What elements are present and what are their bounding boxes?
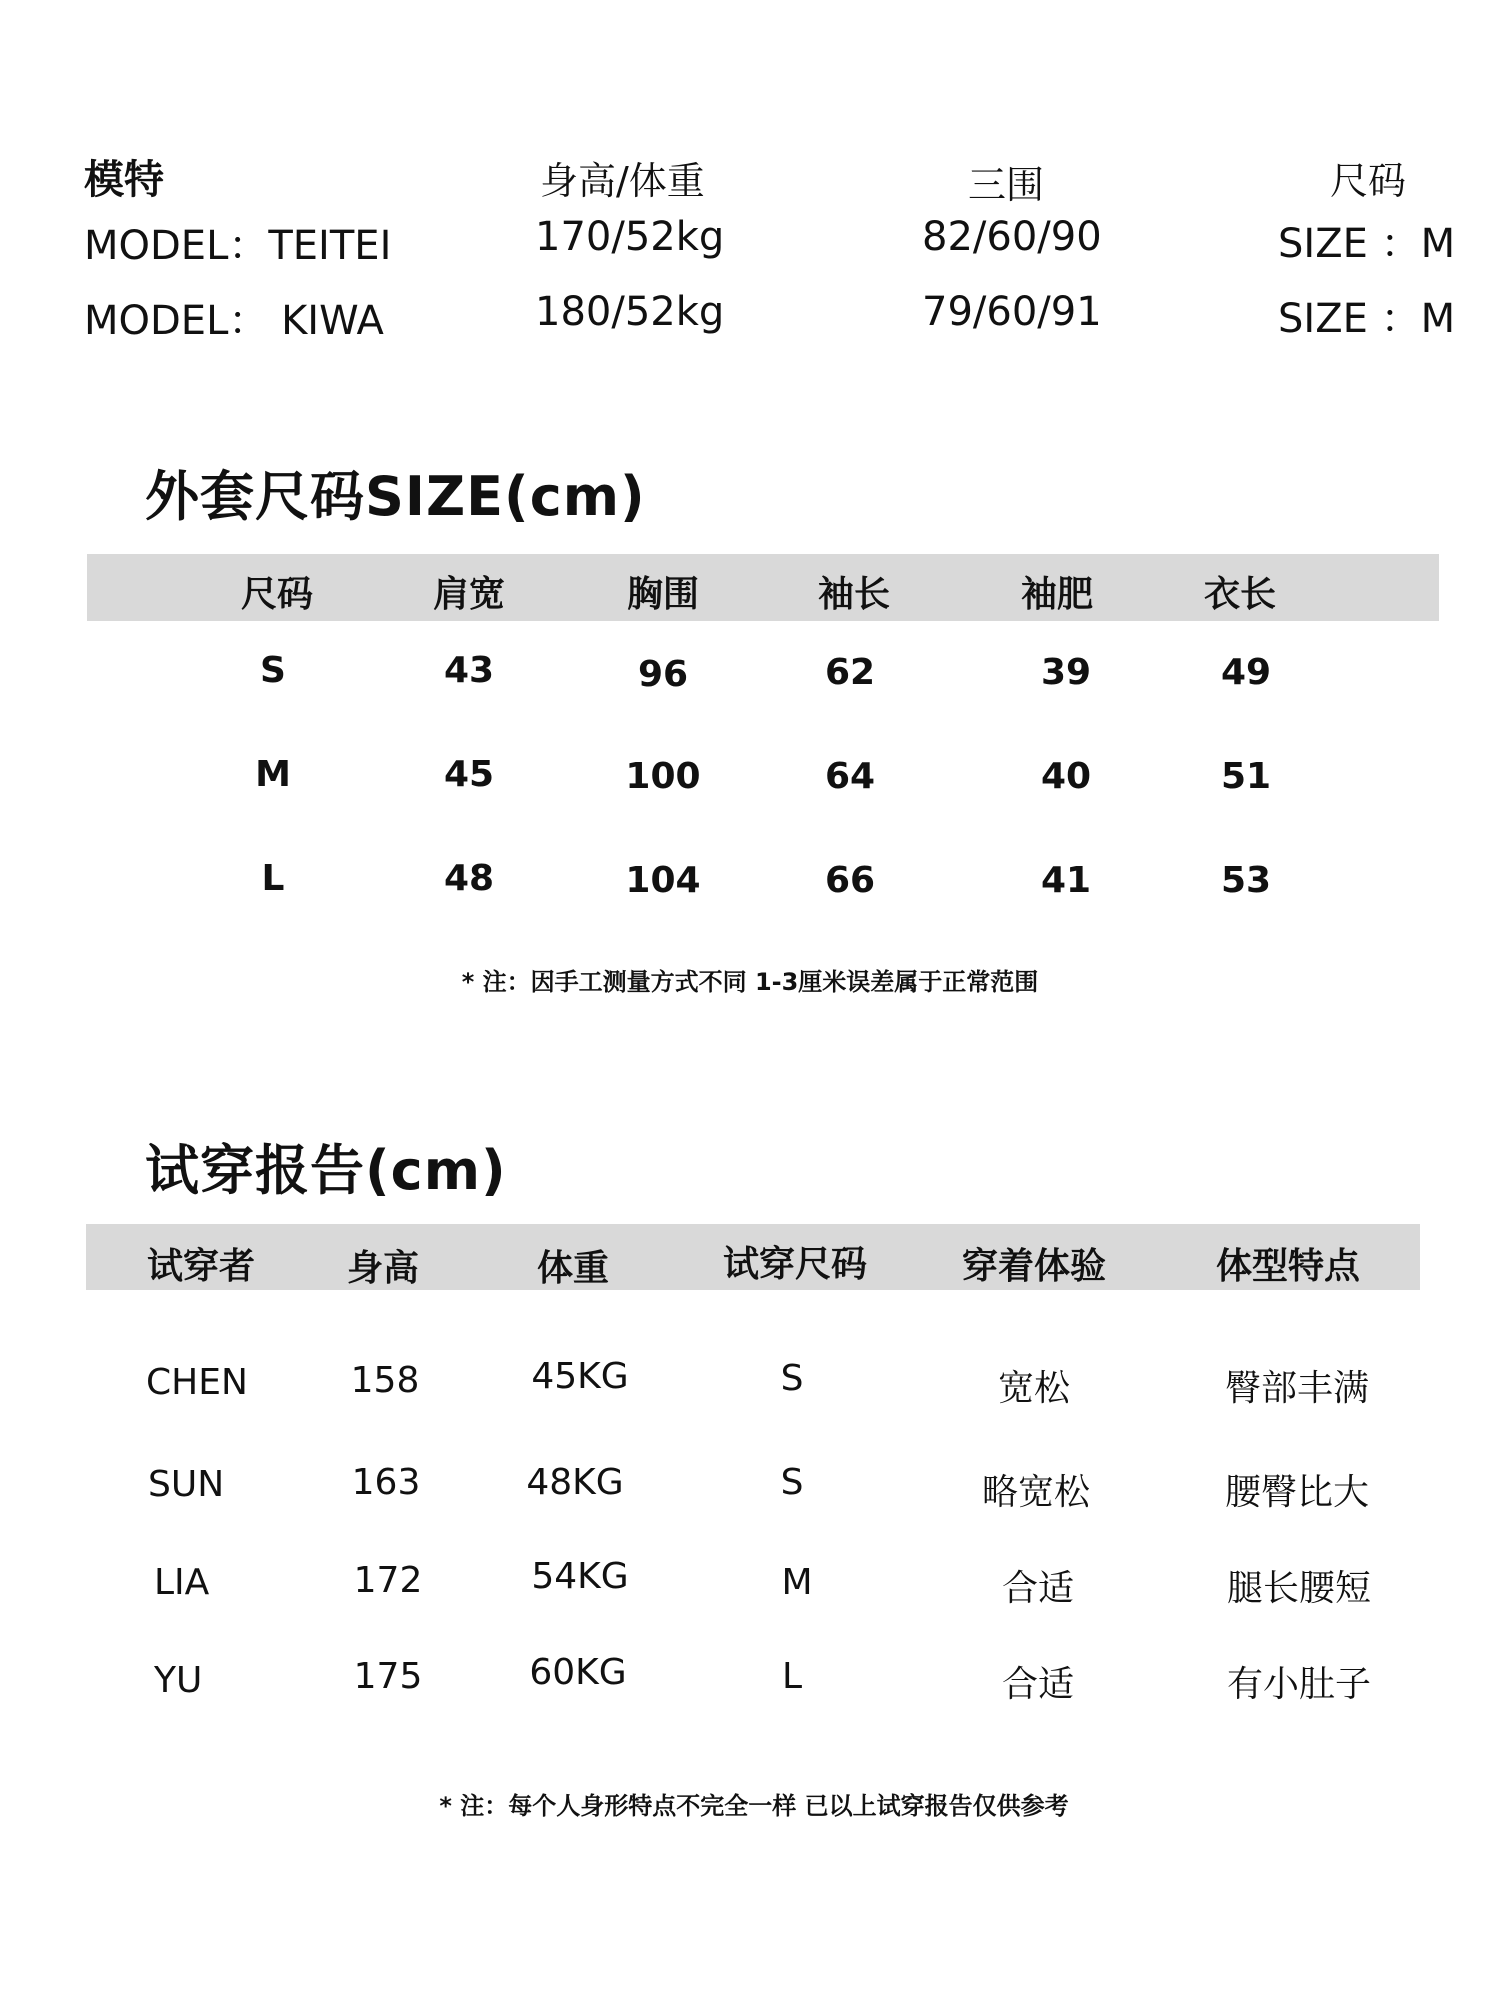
fit-report-header: 穿着体验 [961,1246,1107,1287]
model-height-weight: 170/52kg [535,214,725,260]
size-chart-cell: M [255,754,291,795]
size-chart-cell: 41 [1040,860,1092,901]
size-chart-cell: 39 [1040,652,1092,693]
size-chart-header: 袖肥 [1020,574,1094,615]
fit-report-cell: 腰臀比大 [1224,1472,1370,1513]
fit-report-cell: 略宽松 [981,1472,1091,1513]
size-chart-title: 外套尺码SIZE(cm) [145,465,646,528]
fit-report-note: * 注：每个人身形特点不完全一样 已以上试穿报告仅供参考 [439,1792,1069,1820]
fit-report-cell: 腿长腰短 [1226,1568,1372,1609]
size-chart-cell: S [260,650,286,691]
size-chart-cell: 51 [1220,756,1272,797]
fit-report-cell: 158 [350,1360,420,1401]
size-chart-cell: 64 [824,756,876,797]
fit-report-cell: S [780,1358,804,1399]
fit-report-cell: 合适 [1001,1664,1075,1705]
fit-report-cell: 48KG [526,1462,624,1503]
fit-report-header: 身高 [346,1248,420,1289]
size-chart-cell: 104 [625,860,701,901]
size-chart-cell: 40 [1040,756,1092,797]
model-measurements: 79/60/91 [922,289,1102,335]
size-chart-note: * 注：因手工测量方式不同 1-3厘米误差属于正常范围 [461,968,1039,996]
fit-report-header: 试穿者 [146,1246,256,1287]
size-header: 尺码 [1330,159,1407,203]
fit-report-cell: 60KG [529,1652,627,1693]
size-chart-cell: L [261,858,285,899]
measurements-header: 三围 [968,163,1045,207]
model-measurements: 82/60/90 [922,214,1102,260]
fit-report-title: 试穿报告(cm) [145,1139,507,1202]
fit-report-cell: YU [154,1660,203,1701]
fit-report-cell: 163 [351,1462,421,1503]
model-size: SIZE ：M [1278,221,1456,267]
fit-report-cell: 有小肚子 [1226,1664,1372,1705]
fit-report-cell: M [781,1562,813,1603]
fit-report-header: 试穿尺码 [722,1244,868,1285]
size-chart-cell: 62 [824,652,876,693]
size-chart-cell: 45 [443,754,495,795]
size-chart-header: 衣长 [1203,574,1277,615]
size-chart-cell: 48 [443,858,495,899]
fit-report-cell: 宽松 [997,1368,1071,1409]
model-height-weight: 180/52kg [535,289,725,335]
fit-report-cell: 175 [353,1656,423,1697]
model-name: MODEL：TEITEI [84,223,392,269]
fit-report-cell: 172 [353,1560,423,1601]
fit-report-cell: S [780,1462,804,1503]
fit-report-cell: 臀部丰满 [1224,1368,1370,1409]
size-chart-cell: 66 [824,860,876,901]
model-name: MODEL： KIWA [84,298,384,344]
fit-report-cell: 45KG [531,1356,629,1397]
fit-report-cell: L [781,1656,803,1697]
fit-report-cell: CHEN [146,1362,248,1403]
fit-report-cell: LIA [154,1562,210,1603]
size-chart-cell: 53 [1220,860,1272,901]
size-chart-cell: 43 [443,650,495,691]
size-chart-header: 肩宽 [432,574,506,615]
size-chart-header: 袖长 [817,574,891,615]
size-chart-cell: 49 [1220,652,1272,693]
height-weight-header: 身高/体重 [540,159,705,203]
fit-report-header: 体型特点 [1215,1246,1361,1287]
fit-report-cell: SUN [148,1464,225,1505]
fit-report-header: 体重 [536,1248,610,1289]
size-chart-cell: 100 [625,756,701,797]
size-chart-header: 胸围 [626,574,700,615]
model-size: SIZE ：M [1278,296,1456,342]
model-header: 模特 [84,157,164,203]
fit-report-cell: 合适 [1001,1568,1075,1609]
fit-report-cell: 54KG [531,1556,629,1597]
size-chart-header: 尺码 [240,574,314,615]
size-chart-cell: 96 [637,654,689,695]
